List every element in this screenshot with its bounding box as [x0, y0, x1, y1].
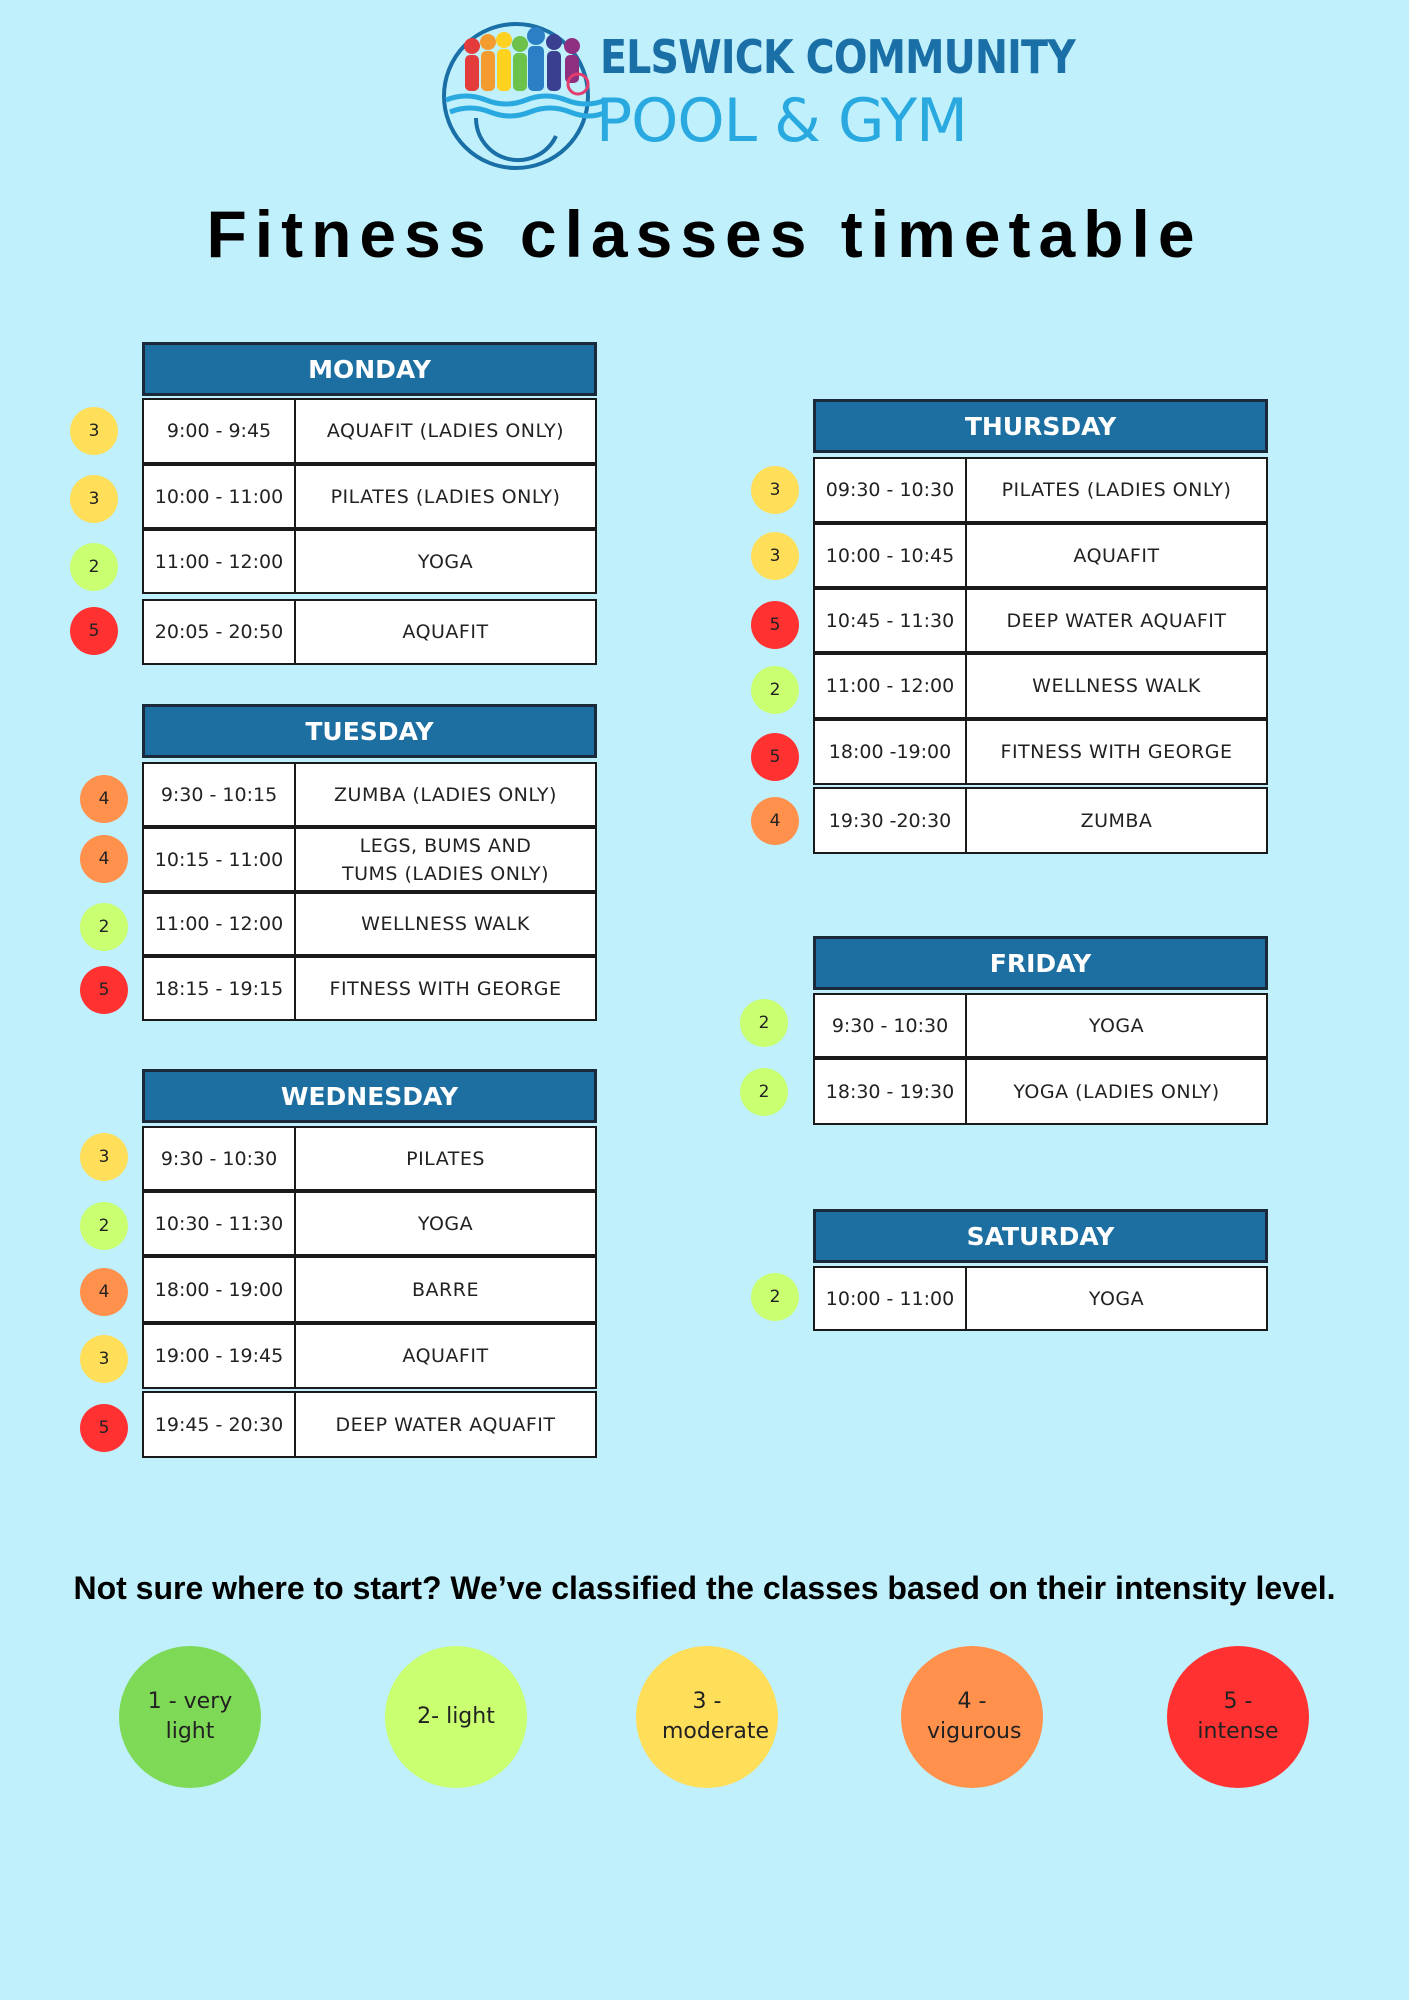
table-row	[142, 892, 597, 956]
legend-intro: Not sure where to start? We’ve classified the classes based on their intensity level.	[73, 1570, 1336, 1606]
class-name: ZUMBA (LADIES ONLY)	[334, 783, 557, 806]
class-time: 9:30 - 10:15	[144, 764, 296, 825]
table-row	[142, 827, 597, 892]
class-time: 19:45 - 20:30	[144, 1393, 296, 1456]
class-name: PILATES (LADIES ONLY)	[1001, 479, 1232, 501]
logo-graphic-icon	[436, 8, 611, 173]
intensity-badge: 2	[80, 903, 128, 951]
table-row	[142, 1323, 597, 1389]
intensity-badge: 2	[70, 543, 118, 591]
table-row	[813, 787, 1268, 854]
day-header: WEDNESDAY	[142, 1069, 597, 1123]
legend-label: 1 - very light	[147, 1689, 233, 1744]
class-name: DEEP WATER AQUAFIT	[335, 1413, 556, 1436]
day-header: MONDAY	[142, 342, 597, 396]
day-header: SATURDAY	[813, 1209, 1268, 1263]
table-row	[813, 1058, 1268, 1125]
class-name: FITNESS WITH GEORGE	[329, 977, 562, 1000]
table-row	[142, 464, 597, 529]
logo	[436, 8, 1075, 173]
table-row	[142, 1256, 597, 1323]
class-time: 10:45 - 11:30	[815, 590, 967, 651]
class-name: YOGA	[1088, 1287, 1145, 1310]
table-row	[813, 993, 1268, 1058]
class-time: 18:15 - 19:15	[144, 958, 296, 1019]
table-row	[813, 523, 1268, 588]
intensity-badge: 4	[80, 835, 128, 883]
intensity-badge: 4	[80, 1268, 128, 1316]
class-time: 9:30 - 10:30	[815, 995, 967, 1056]
class-time: 18:30 - 19:30	[815, 1060, 967, 1123]
brand-name-line1: ELSWICK COMMUNITY	[600, 30, 1075, 84]
class-time: 09:30 - 10:30	[815, 459, 967, 521]
class-time: 11:00 - 12:00	[144, 894, 296, 954]
legend-level-2	[385, 1646, 527, 1788]
intensity-badge: 3	[751, 466, 799, 514]
class-time: 10:30 - 11:30	[144, 1193, 296, 1254]
day-monday	[142, 342, 597, 643]
intensity-badge: 5	[80, 966, 128, 1014]
intensity-badge: 5	[751, 601, 799, 649]
table-row	[813, 588, 1268, 653]
class-name: AQUAFIT	[1073, 544, 1160, 567]
table-row	[142, 1126, 597, 1191]
class-name: AQUAFIT	[402, 621, 489, 643]
legend-level-1	[119, 1646, 261, 1788]
legend-label: 5 - intense	[1197, 1689, 1279, 1744]
legend-label: 2- light	[417, 1704, 495, 1729]
class-name: AQUAFIT	[402, 1345, 489, 1367]
class-name: ZUMBA	[1080, 809, 1153, 832]
legend-level-4	[901, 1646, 1043, 1788]
legend-label: 4 - vigurous	[927, 1689, 1022, 1744]
intensity-badge: 3	[80, 1133, 128, 1181]
class-time: 11:00 - 12:00	[815, 655, 967, 717]
intensity-badge: 5	[80, 1404, 128, 1452]
class-time: 10:00 - 11:00	[815, 1268, 967, 1329]
intensity-badge: 2	[751, 1273, 799, 1321]
day-saturday	[813, 1209, 1268, 1310]
class-name: DEEP WATER AQUAFIT	[1006, 609, 1227, 632]
intensity-badge: 2	[740, 1068, 788, 1116]
intensity-badge: 3	[70, 407, 118, 455]
class-name: YOGA	[417, 550, 474, 573]
page-title: Fitness classes timetable	[206, 197, 1203, 271]
intensity-badge: 3	[70, 475, 118, 523]
class-time: 9:30 - 10:30	[144, 1128, 296, 1189]
intensity-badge: 3	[80, 1335, 128, 1383]
class-time: 18:00 - 19:00	[144, 1258, 296, 1321]
class-time: 18:00 -19:00	[815, 721, 967, 783]
day-thursday	[813, 399, 1268, 832]
class-time: 10:00 - 10:45	[815, 525, 967, 586]
class-time: 9:00 - 9:45	[144, 400, 296, 462]
class-name: FITNESS WITH GEORGE	[1000, 741, 1233, 763]
intensity-badge: 2	[751, 666, 799, 714]
class-time: 20:05 - 20:50	[144, 601, 296, 663]
day-header: THURSDAY	[813, 399, 1268, 453]
class-time: 19:30 -20:30	[815, 789, 967, 852]
legend-label: 3 - moderate	[662, 1689, 770, 1744]
intensity-badge: 2	[80, 1202, 128, 1250]
legend-level-3	[636, 1646, 778, 1788]
class-time: 19:00 - 19:45	[144, 1325, 296, 1387]
class-time: 11:00 - 12:00	[144, 531, 296, 592]
intensity-badge: 3	[751, 532, 799, 580]
table-row	[142, 599, 597, 665]
table-row	[813, 457, 1268, 523]
class-name: WELLNESS WALK	[1032, 675, 1201, 697]
class-name: YOGA	[417, 1212, 474, 1235]
table-row	[813, 1266, 1268, 1331]
intensity-badge: 2	[740, 999, 788, 1047]
class-name: YOGA	[1088, 1014, 1145, 1037]
brand-name-line2: POOL & GYM	[596, 86, 967, 156]
table-row	[142, 762, 597, 827]
class-name: YOGA (LADIES ONLY)	[1013, 1080, 1220, 1103]
intensity-badge: 4	[80, 775, 128, 823]
table-row	[142, 956, 597, 1021]
table-row	[142, 1391, 597, 1458]
day-header: TUESDAY	[142, 704, 597, 758]
intensity-badge: 5	[751, 733, 799, 781]
table-row	[813, 653, 1268, 719]
table-row	[142, 1191, 597, 1256]
class-name: PILATES	[406, 1147, 485, 1170]
class-time: 10:00 - 11:00	[144, 466, 296, 527]
legend-level-5	[1167, 1646, 1309, 1788]
class-time: 10:15 - 11:00	[144, 829, 296, 890]
class-name: PILATES (LADIES ONLY)	[330, 485, 561, 508]
day-wednesday	[142, 1069, 597, 1436]
table-row	[142, 398, 597, 464]
intensity-badge: 4	[751, 797, 799, 845]
intensity-badge: 5	[70, 607, 118, 655]
class-name: AQUAFIT (LADIES ONLY)	[326, 420, 565, 442]
class-name: LEGS, BUMS AND TUMS (LADIES ONLY)	[341, 834, 550, 885]
day-friday	[813, 936, 1268, 1103]
table-row	[813, 719, 1268, 785]
class-name: WELLNESS WALK	[361, 913, 530, 935]
day-header: FRIDAY	[813, 936, 1268, 990]
day-tuesday	[142, 704, 597, 1000]
table-row	[142, 529, 597, 594]
class-name: BARRE	[412, 1278, 479, 1301]
